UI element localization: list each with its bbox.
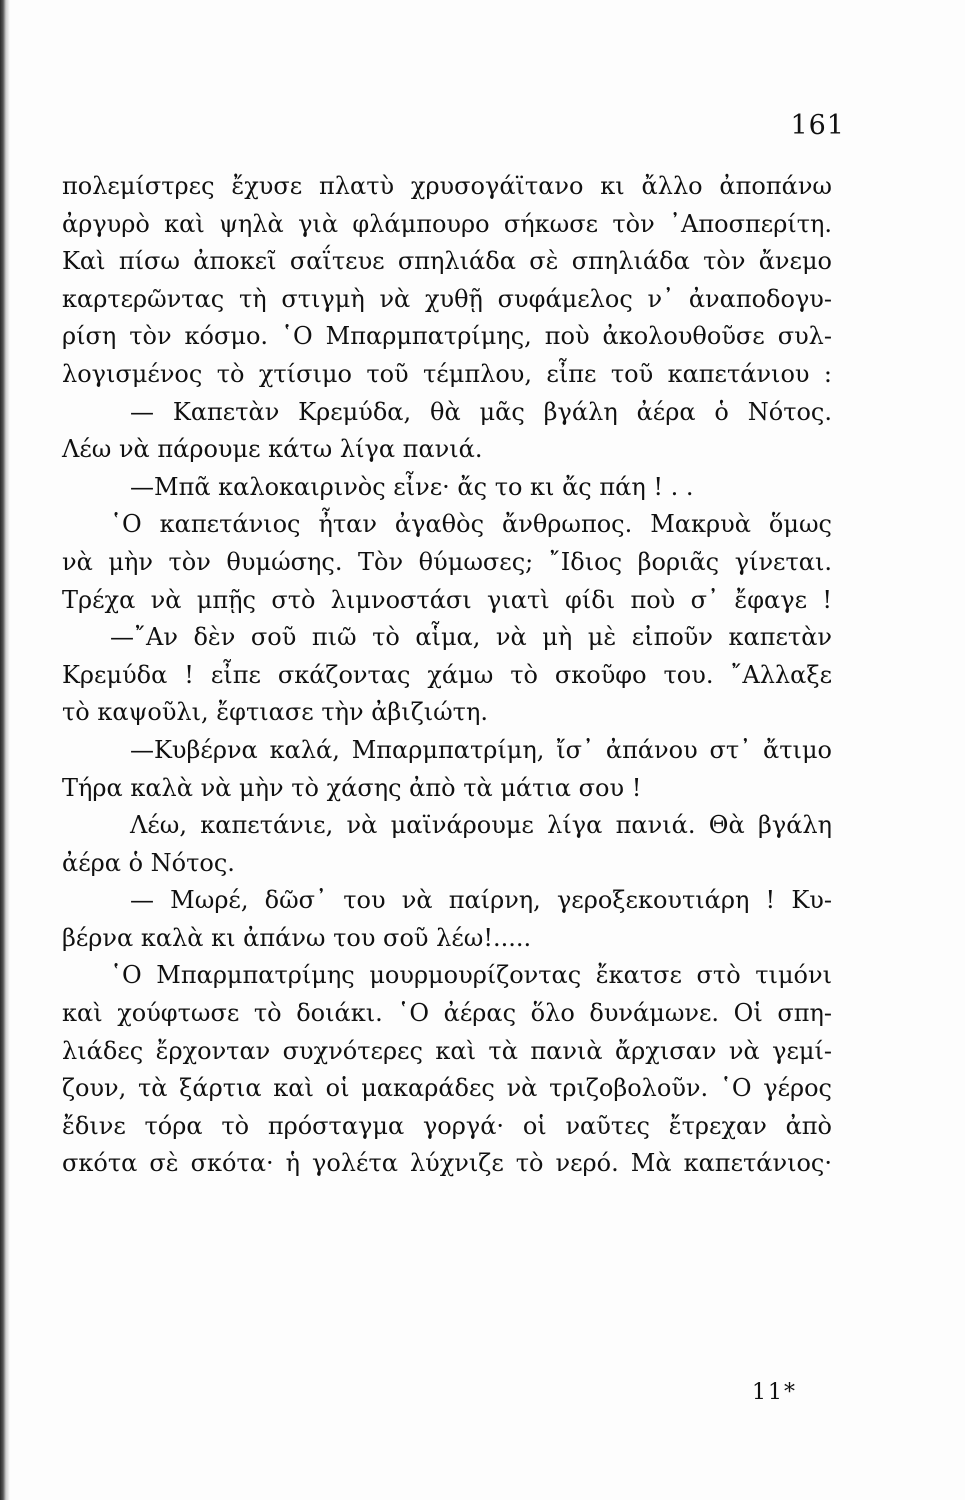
text-line: βέρνα καλὰ κι ἀπάνω του σοῦ λέω!.....	[62, 923, 532, 952]
text-line: Λέω νὰ πάρουμε κάτω λίγα πανιά.	[62, 435, 483, 464]
text-line: καὶ χούφτωσε τὸ δοιάκι. ῾Ο ἀέρας ὅλο δυνάμωνε. Οἱ σπη-	[62, 999, 832, 1028]
text-line: σκότα σὲ σκότα· ἡ γολέτα λύχνιζε τὸ νερό. Μὰ καπετάνιος·	[62, 1149, 832, 1178]
text-line: πολεμίστρες ἔχυσε πλατὺ χρυσογάϊτανο κι ἄλλο ἀποπάνω	[62, 172, 832, 200]
text-line: λογισμένος τὸ χτίσιμο τοῦ τέμπλου, εἶπε τοῦ καπετάνιου :	[62, 359, 832, 388]
text-line: — Μωρέ, δῶσ᾿ του νὰ παίρνη, γεροξεκουτιάρη ! Κυ-	[130, 886, 832, 915]
text-line: καρτερῶντας τὴ στιγμὴ νὰ χυθῇ συφάμελος ν᾿ ἀναποδογυ-	[62, 284, 832, 313]
printer-signature-mark: 11*	[752, 1380, 797, 1405]
text-line: Τήρα καλὰ νὰ μὴν τὸ χάσης ἀπὸ τὰ μάτια σου !	[62, 773, 642, 802]
text-line: — Καπετὰν Κρεμύδα, θὰ μᾶς βγάλη ἀέρα ὁ Νότος.	[130, 397, 832, 426]
text-line: ζουν, τὰ ξάρτια καὶ οἱ μακαράδες νὰ τριζοβολοῦν. ῾Ο γέρος	[62, 1074, 832, 1103]
text-line: Κρεμύδα ! εἶπε σκάζοντας χάμω τὸ σκοῦφο του. ῎Αλλαξε	[62, 660, 832, 689]
text-line: ἔδινε τόρα τὸ πρόσταγμα γοργά· οἱ ναῦτες ἔτρεχαν ἀπὸ	[62, 1111, 832, 1140]
body-text	[62, 168, 832, 1183]
text-line: ἀργυρὸ καὶ ψηλὰ γιὰ φλάμπουρο σήκωσε τὸν ᾿Αποσπερίτη.	[62, 209, 832, 238]
text-line: λιάδες ἔρχονταν συχνότερες καὶ τὰ πανιὰ ἄρχισαν νὰ γεμί-	[62, 1036, 832, 1065]
text-line: Τρέχα νὰ μπῇς στὸ λιμνοστάσι γιατὶ φίδι ποὺ σ᾿ ἔφαγε !	[62, 585, 832, 614]
text-line: νὰ μὴν τὸν θυμώσης. Τὸν θύμωσες; ῎Ιδιος βοριᾶς γίνεται.	[62, 547, 832, 576]
text-line: ἀέρα ὁ Νότος.	[62, 848, 235, 877]
text-line: τὸ καψοῦλι, ἔφτιασε τὴν ἀβιζιώτη.	[62, 698, 488, 727]
text-line: —Κυβέρνα καλά, Μπαρμπατρίμη, ἴσ᾿ ἀπάνου στ᾿ ἄτιμο	[130, 735, 832, 764]
page-number: 161	[790, 110, 845, 141]
text-line: Καὶ πίσω ἀποκεῖ σαΐτευε σπηλιάδα σὲ σπηλιάδα τὸν ἄνεμο	[62, 247, 832, 276]
text-line: ῾Ο καπετάνιος ἦταν ἀγαθὸς ἄνθρωπος. Μακρυὰ ὅμως	[110, 510, 832, 539]
text-line: —῎Αν δὲν σοῦ πιῶ τὸ αἷμα, νὰ μὴ μὲ εἰποῦν καπετὰν	[110, 623, 832, 652]
text-line: ρίση τὸν κόσμο. ῾Ο Μπαρμπατρίμης, ποὺ ἀκολουθοῦσε συλ-	[62, 322, 832, 351]
text-line: —Μπᾶ καλοκαιρινὸς εἶνε· ἄς το κι ἄς πάη ! . .	[130, 472, 694, 501]
text-line: ῾Ο Μπαρμπατρίμης μουρμουρίζοντας ἔκατσε στὸ τιμόνι	[110, 961, 832, 990]
page-binding-edge	[0, 0, 10, 1500]
text-line: Λέω, καπετάνιε, νὰ μαϊνάρουμε λίγα πανιά. Θὰ βγάλη	[130, 811, 832, 840]
